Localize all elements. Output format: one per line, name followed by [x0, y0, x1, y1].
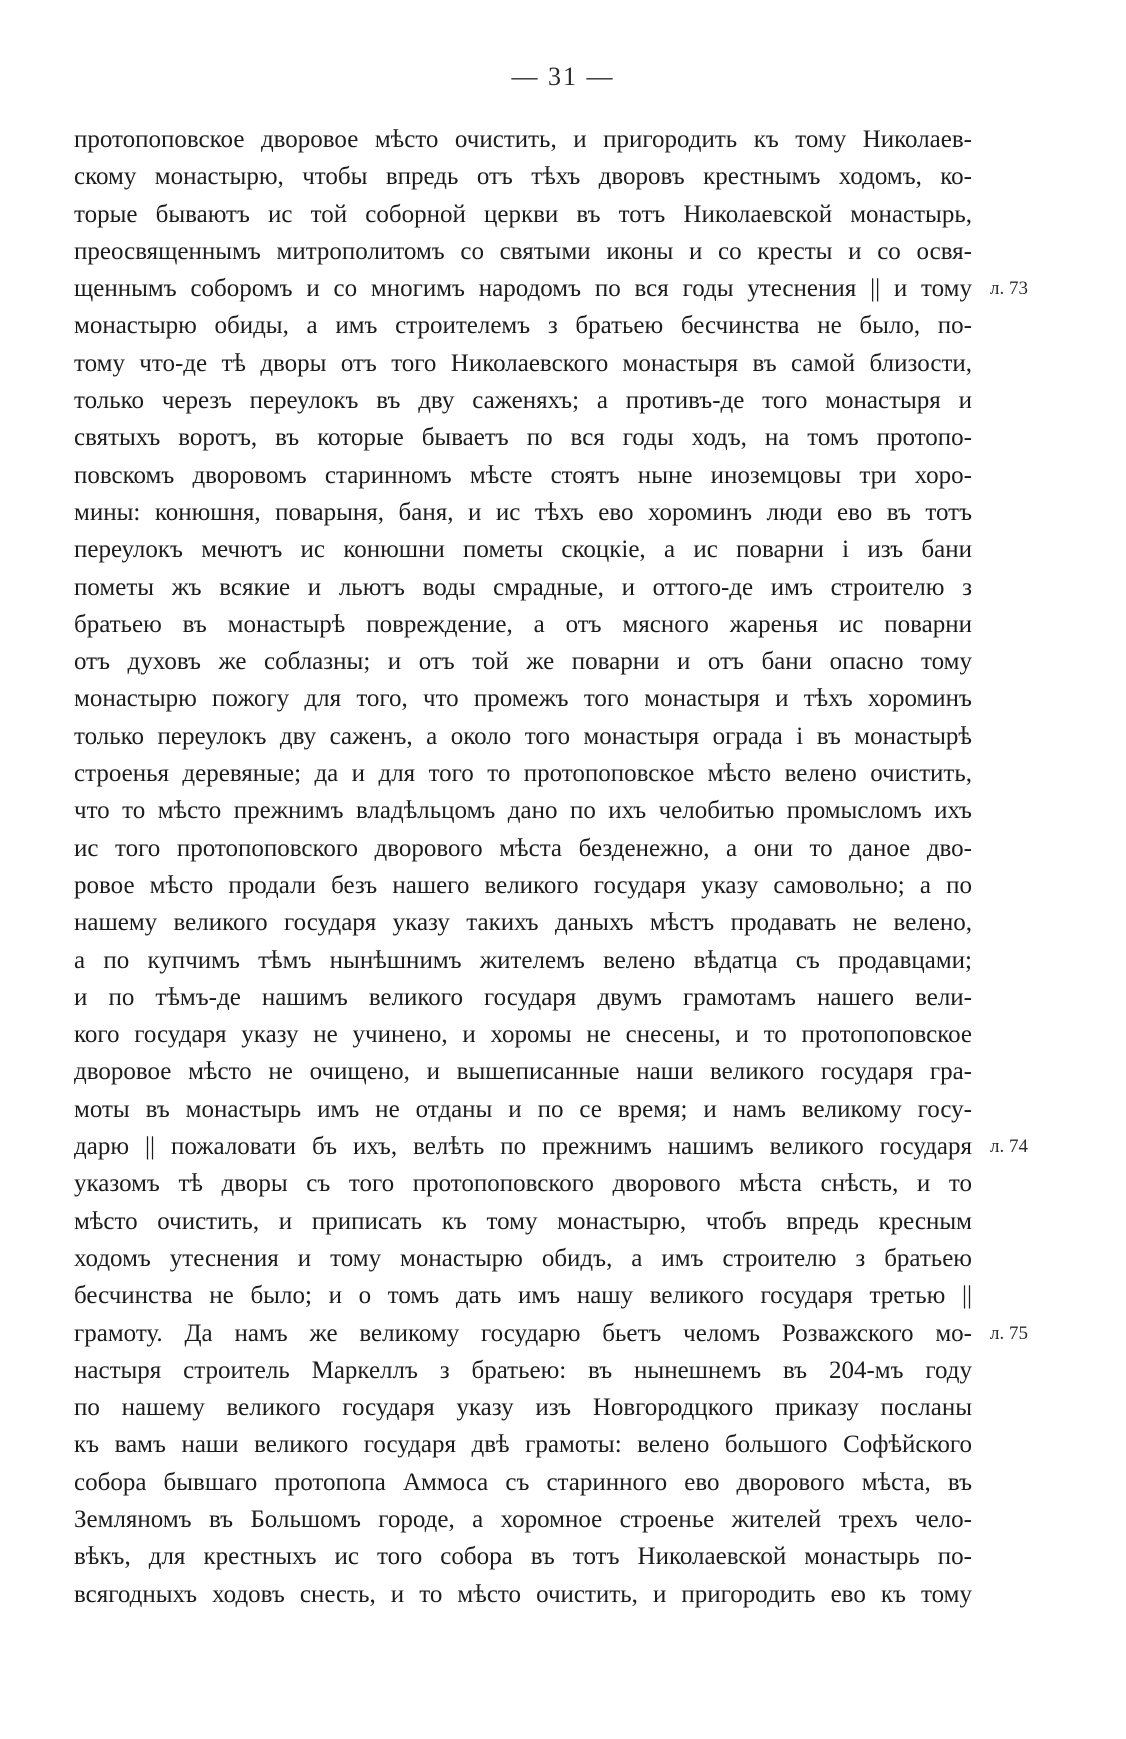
- text-line: и по тѣмъ-де нашимъ великого государя двумъ грамотамъ нашего вели-: [74, 983, 972, 1011]
- text-line: только черезъ переулокъ въ дву саженяхъ; а противъ-де того монастыря и: [74, 387, 972, 415]
- text-line: настыря строитель Маркеллъ з братьею: въ нынешнемъ въ 204-мъ году: [74, 1356, 972, 1384]
- text-line: только переулокъ дву саженъ, а около того монастыря ограда і въ монастырѣ: [74, 722, 972, 750]
- text-line: святыхъ воротъ, въ которые бываетъ по вся годы ходъ, на томъ протопо-: [74, 424, 972, 452]
- text-line: нашему великого государя указу такихъ даныхъ мѣстъ продавать не велено,: [74, 909, 972, 937]
- text-line: къ вамъ наши великого государя двѣ грамоты: велено большого Софѣйского: [74, 1431, 972, 1459]
- text-line: ходомъ утеснения и тому монастырю обидъ, а имъ строителю з братьею: [74, 1244, 972, 1272]
- folio-margin-note: л. 74: [990, 1136, 1028, 1158]
- text-line: моты въ монастырь имъ не отданы и по се время; и намъ великому госу-: [74, 1095, 972, 1123]
- text-line: монастырю обиды, а имъ строителемъ з братьею бесчинства не было, по-: [74, 312, 972, 340]
- text-line: ис того протопоповского дворового мѣста безденежно, а они то даное дво-: [74, 834, 972, 862]
- text-line: бесчинства не было; и о томъ дать имъ нашу великого государя третью ||: [74, 1282, 972, 1310]
- text-line: преосвященнымъ митрополитомъ со святыми иконы и со кресты и со освя-: [74, 237, 972, 265]
- folio-margin-note: л. 75: [990, 1322, 1028, 1344]
- text-line: дворовое мѣсто не очищено, и вышеписанные наши великого государя гра-: [74, 1058, 972, 1086]
- text-line: тому что-де тѣ дворы отъ того Николаевского монастыря въ самой близости,: [74, 349, 972, 377]
- text-line: торые бываютъ ис той соборной церкви въ тотъ Николаевской монастырь,: [74, 200, 972, 228]
- text-line: дарю || пожаловати бъ ихъ, велѣть по прежнимъ нашимъ великого государя: [74, 1133, 972, 1161]
- text-line: монастырю пожогу для того, что промежъ того монастыря и тѣхъ хороминъ: [74, 685, 972, 713]
- text-line: мѣсто очистить, и приписать къ тому монастырю, чтобъ впредь кресным: [74, 1207, 972, 1235]
- text-line: братьею въ монастырѣ повреждение, а отъ мясного жаренья ис поварни: [74, 610, 972, 638]
- text-line: отъ духовъ же соблазны; и отъ той же поварни и отъ бани опасно тому: [74, 648, 972, 676]
- text-line: протопоповское дворовое мѣсто очистить, и пригородить къ тому Николаев-: [74, 126, 972, 153]
- text-line: по нашему великого государя указу изъ Новгородцкого приказу посланы: [74, 1394, 972, 1422]
- text-line: указомъ тѣ дворы съ того протопоповского дворового мѣста снѣсть, и то: [74, 1170, 972, 1198]
- text-line: мины: конюшня, поварыня, баня, и ис тѣхъ ево хороминъ люди ево въ тотъ: [74, 498, 972, 526]
- page-number: — 31 —: [511, 62, 615, 91]
- text-line: всягодныхъ ходовъ снесть, и то мѣсто очистить, и пригородить ево къ тому: [74, 1580, 972, 1608]
- text-line: переулокъ мечютъ ис конюшни пометы скоцкіе, а ис поварни і изъ бани: [74, 536, 972, 564]
- body-text: [74, 121, 972, 1613]
- text-line: а по купчимъ тѣмъ нынѣшнимъ жителемъ велено вѣдатца съ продавцами;: [74, 946, 972, 974]
- text-line: повскомъ дворовомъ старинномъ мѣсте стоятъ ныне иноземцовы три хоро-: [74, 461, 972, 489]
- text-line: пометы жъ всякие и льютъ воды смрадные, и оттого-де имъ строителю з: [74, 573, 972, 601]
- text-line: вѣкъ, для крестныхъ ис того собора въ тотъ Николаевской монастырь по-: [74, 1543, 972, 1571]
- text-line: Земляномъ въ Большомъ городе, а хоромное строенье жителей трехъ чело-: [74, 1505, 972, 1533]
- text-line: собора бывшаго протопопа Аммоса съ старинного ево дворового мѣста, въ: [74, 1468, 972, 1496]
- text-line: что то мѣсто прежнимъ владѣльцомъ дано по ихъ челобитью промысломъ ихъ: [74, 797, 972, 825]
- text-line: строенья деревяные; да и для того то протопоповское мѣсто велено очистить,: [74, 760, 972, 788]
- text-line: кого государя указу не учинено, и хоромы не снесены, и то протопоповское: [74, 1021, 972, 1049]
- folio-margin-note: л. 73: [990, 278, 1028, 300]
- text-line: скому монастырю, чтобы впредь отъ тѣхъ дворовъ крестнымъ ходомъ, ко-: [74, 163, 972, 191]
- text-line: щеннымъ соборомъ и со многимъ народомъ по вся годы утеснения || и тому: [74, 275, 972, 303]
- text-line: ровое мѣсто продали безъ нашего великого государя указу самовольно; а по: [74, 871, 972, 899]
- text-line: грамоту. Да намъ же великому государю бьетъ челомъ Розважского мо-: [74, 1319, 972, 1347]
